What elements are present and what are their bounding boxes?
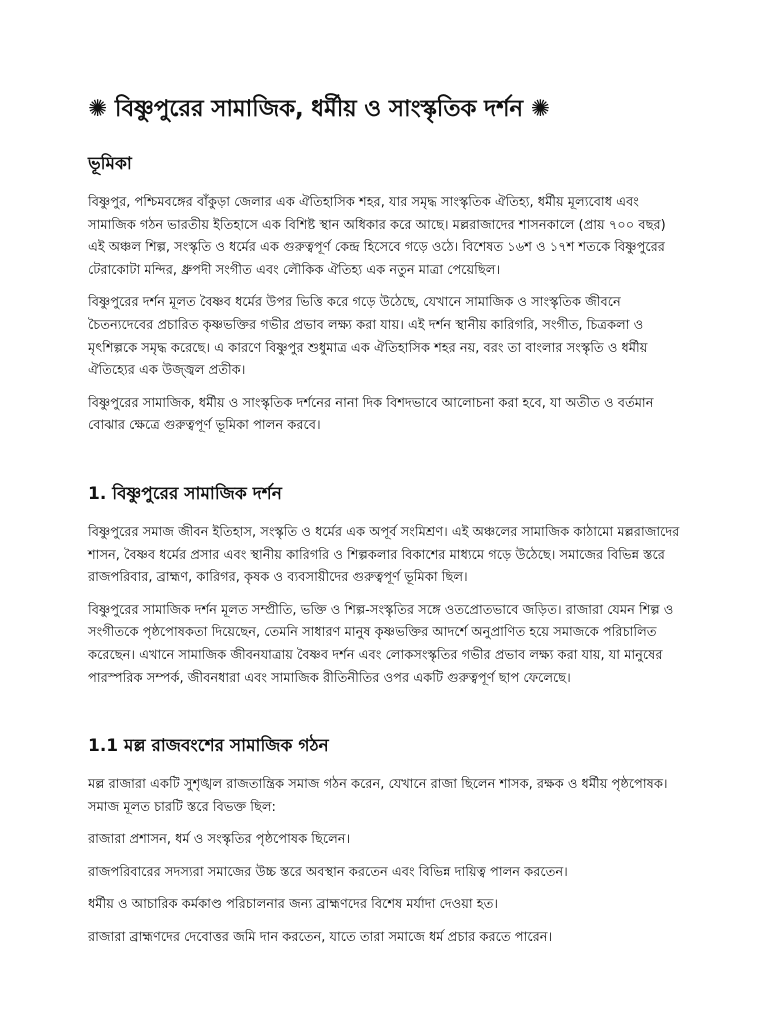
section-1-1-paragraph-3: রাজপরিবারের সদস্যরা সমাজের উচ্চ স্তরে অবস্থান করতেন এবং বিভিন্ন দায়িত্ব পালন করতেন। xyxy=(88,864,568,880)
section-1-paragraph-1: বিষ্ণুপুরের সমাজ জীবন ইতিহাস, সংস্কৃতি ও ধর্মের এক অপূর্ব সংমিশ্রণ। এই অঞ্চলের সামাজিক কাঠামো মল্লরাজাদের শাসন, বৈষ্ণব ধর্মের প্রসার এবং স্থানীয় কারিগরি ও শিল্পকলার বিকাশের মাধ্যমে গড়ে উঠেছে। সমাজের বিভিন্ন স্তরে রাজপরিবার, ব্রাহ্মণ, কারিগর, কৃষক ও ব্যবসায়ীদের গুরুত্বপূর্ণ ভূমিকা ছিল। xyxy=(88,524,680,586)
section-1-heading: 1. বিষ্ণুপুরের সামাজিক দর্শন xyxy=(88,483,282,504)
section-1-1-paragraph-4: ধর্মীয় ও আচারিক কর্মকাণ্ড পরিচালনার জন্য ব্রাহ্মণদের বিশেষ মর্যাদা দেওয়া হত। xyxy=(88,897,498,913)
intro-paragraph-1: বিষ্ণুপুর, পশ্চিমবঙ্গের বাঁকুড়া জেলার এক ঐতিহাসিক শহর, যার সমৃদ্ধ সাংস্কৃতিক ঐতিহ্য, ধর্মীয় মূল্যবোধ এবং সামাজিক গঠন ভারতীয় ইতিহাসে এক বিশিষ্ট স্থান অধিকার করে আছে। মল্লরাজাদের শাসনকালে (প্রায় ৭০০ বছর) এই অঞ্চল শিল্প, সংস্কৃতি ও ধর্মের এক গুরুত্বপূর্ণ কেন্দ্র হিসেবে গড়ে ওঠে। বিশেষত ১৬শ ও ১৭শ শতকে বিষ্ণুপুরের টেরাকোটা মন্দির, ধ্রুপদী সংগীত এবং লৌকিক ঐতিহ্য এক নতুন মাত্রা পেয়েছিল। xyxy=(88,195,666,278)
section-1-1-paragraph-5: রাজারা ব্রাহ্মণদের দেবোত্তর জমি দান করতেন, যাতে তারা সমাজে ধর্ম প্রচার করতে পারেন। xyxy=(88,930,553,946)
intro-paragraph-2: বিষ্ণুপুরের দর্শন মূলত বৈষ্ণব ধর্মের উপর ভিত্তি করে গড়ে উঠেছে, যেখানে সামাজিক ও সাংস্কৃতিক জীবনে চৈতন্যদেবের প্রচারিত কৃষ্ণভক্তির গভীর প্রভাব লক্ষ্য করা যায়। এই দর্শন স্থানীয় কারিগরি, সংগীত, চিত্রকলা ও মৃৎশিল্পকে সমৃদ্ধ করেছে। এ কারণে বিষ্ণুপুর শুধুমাত্র এক ঐতিহাসিক শহর নয়, বরং তা বাংলার সংস্কৃতি ও ধর্মীয় ঐতিহ্যের এক উজ্জ্বল প্রতীক। xyxy=(88,295,648,379)
section-1-paragraph-2: বিষ্ণুপুরের সামাজিক দর্শন মূলত সম্প্রীতি, ভক্তি ও শিল্প-সংস্কৃতির সঙ্গে ওতপ্রোতভাবে জড়িত। রাজারা যেমন শিল্প ও সংগীতকে পৃষ্ঠপোষকতা দিয়েছেন, তেমনি সাধারণ মানুষ কৃষ্ণভক্তির আদর্শে অনুপ্রাণিত হয়ে সমাজকে পরিচালিত করেছেন। এখানে সামাজিক জীবনযাত্রায় বৈষ্ণব দর্শন এবং লোকসংস্কৃতির গভীর প্রভাব লক্ষ্য করা যায়, যা মানুষের পারস্পরিক সম্পর্ক, জীবনধারা এবং সামাজিক রীতিনীতির ওপর একটি গুরুত্বপূর্ণ ছাপ ফেলেছে। xyxy=(88,602,674,686)
section-1-1-paragraph-1: মল্ল রাজারা একটি সুশৃঙ্খল রাজতান্ত্রিক সমাজ গঠন করেন, যেখানে রাজা ছিলেন শাসক, রক্ষক ও ধর্মীয় পৃষ্ঠপোষক। সমাজ মূলত চারটি স্তরে বিভক্ত ছিল: xyxy=(88,777,668,815)
document-title: ✺ বিষ্ণুপুরের সামাজিক, ধর্মীয় ও সাংস্কৃতিক দর্শন ✺ xyxy=(88,96,550,122)
intro-paragraph-3: বিষ্ণুপুরের সামাজিক, ধর্মীয় ও সাংস্কৃতিক দর্শনের নানা দিক বিশদভাবে আলোচনা করা হবে, যা অতীত ও বর্তমান বোঝার ক্ষেত্রে গুরুত্বপূর্ণ ভূমিকা পালন করবে। xyxy=(88,395,654,434)
intro-heading: ভূমিকা xyxy=(88,154,132,174)
section-1-1-paragraph-2: রাজারা প্রশাসন, ধর্ম ও সংস্কৃতির পৃষ্ঠপোষক ছিলেন। xyxy=(88,832,351,848)
section-1-1-heading: 1.1 মল্ল রাজবংশের সামাজিক গঠন xyxy=(88,736,329,757)
